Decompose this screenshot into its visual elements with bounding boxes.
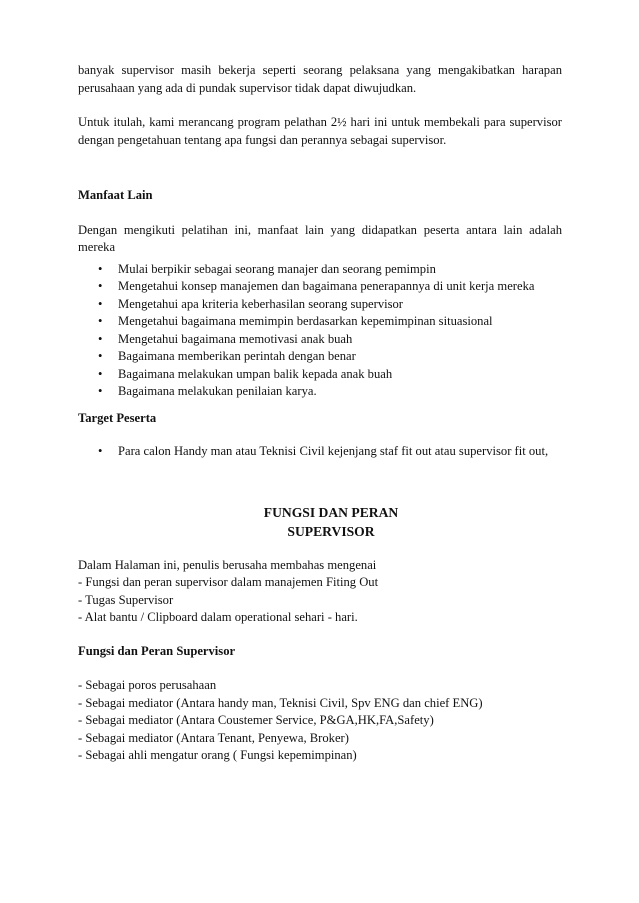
intro-paragraph-1: banyak supervisor masih bekerja seperti seorang pelaksana yang mengakibatkan harapan perusahaan yang ada di pundak supervisor tidak dapat diwujudkan. [78,63,562,95]
fungsi-block [78,677,562,765]
list-item: • Bagaimana memberikan perintah dengan benar [78,348,562,366]
fungsi-heading: Fungsi dan Peran Supervisor [78,643,236,658]
overview-line: - Alat bantu / Clipboard dalam operational sehari - hari. [78,610,358,624]
list-item: • Para calon Handy man atau Teknisi Civil kejenjang staf fit out atau supervisor fit out, [78,443,562,461]
fungsi-line: - Sebagai mediator (Antara handy man, Teknisi Civil, Spv ENG dan chief ENG) [78,695,483,710]
list-item: • Mengetahui konsep manajemen dan bagaimana penerapannya di unit kerja mereka [78,278,562,296]
section-title-line-2: SUPERVISOR [287,523,375,539]
list-item: • Bagaimana melakukan umpan balik kepada anak buah [78,366,562,384]
manfaat-heading: Manfaat Lain [78,188,153,202]
intro-paragraph-2: Untuk itulah, kami merancang program pelathan 2½ hari ini untuk membekali para supervisor dengan pengetahuan tentang apa fungsi dan perannya sebagai supervisor. [78,115,562,147]
section-title [78,503,562,541]
bullet-icon: • [98,349,103,363]
target-list [78,443,562,461]
bullet-icon: • [98,314,103,328]
bullet-icon: • [98,331,103,346]
bullet-icon: • [98,261,103,276]
bullet-icon: • [98,444,103,458]
fungsi-line: - Sebagai ahli mengatur orang ( Fungsi kepemimpinan) [78,748,357,762]
list-item: • Mengetahui bagaimana memimpin berdasarkan kepemimpinan situasional [78,313,562,331]
target-heading: Target Peserta [78,410,157,425]
section-title-line-1: FUNGSI DAN PERAN [263,504,399,520]
list-item: • Mengetahui apa kriteria keberhasilan seorang supervisor [78,296,562,314]
overview-line: - Fungsi dan peran supervisor dalam manajemen Fiting Out [78,575,379,589]
manfaat-intro: Dengan mengikuti pelatihan ini, manfaat lain yang didapatkan peserta antara lain adalah mereka [78,222,562,254]
list-item: • Bagaimana melakukan penilaian karya. [78,383,562,401]
overview-block [78,557,562,627]
bullet-icon: • [98,366,103,381]
overview-line: - Tugas Supervisor [78,592,174,607]
fungsi-line: - Sebagai mediator (Antara Coustemer Service, P&GA,HK,FA,Safety) [78,713,434,727]
manfaat-list [78,261,562,401]
list-item: • Mulai berpikir sebagai seorang manajer dan seorang pemimpin [78,261,562,279]
bullet-icon: • [98,279,103,293]
overview-line: Dalam Halaman ini, penulis berusaha membahas mengenai [78,557,377,572]
list-item: • Mengetahui bagaimana memotivasi anak buah [78,331,562,349]
fungsi-line: - Sebagai mediator (Antara Tenant, Penyewa, Broker) [78,730,349,745]
bullet-icon: • [98,296,103,311]
bullet-icon: • [98,384,103,398]
fungsi-line: - Sebagai poros perusahaan [78,678,217,692]
document-page [78,62,562,765]
